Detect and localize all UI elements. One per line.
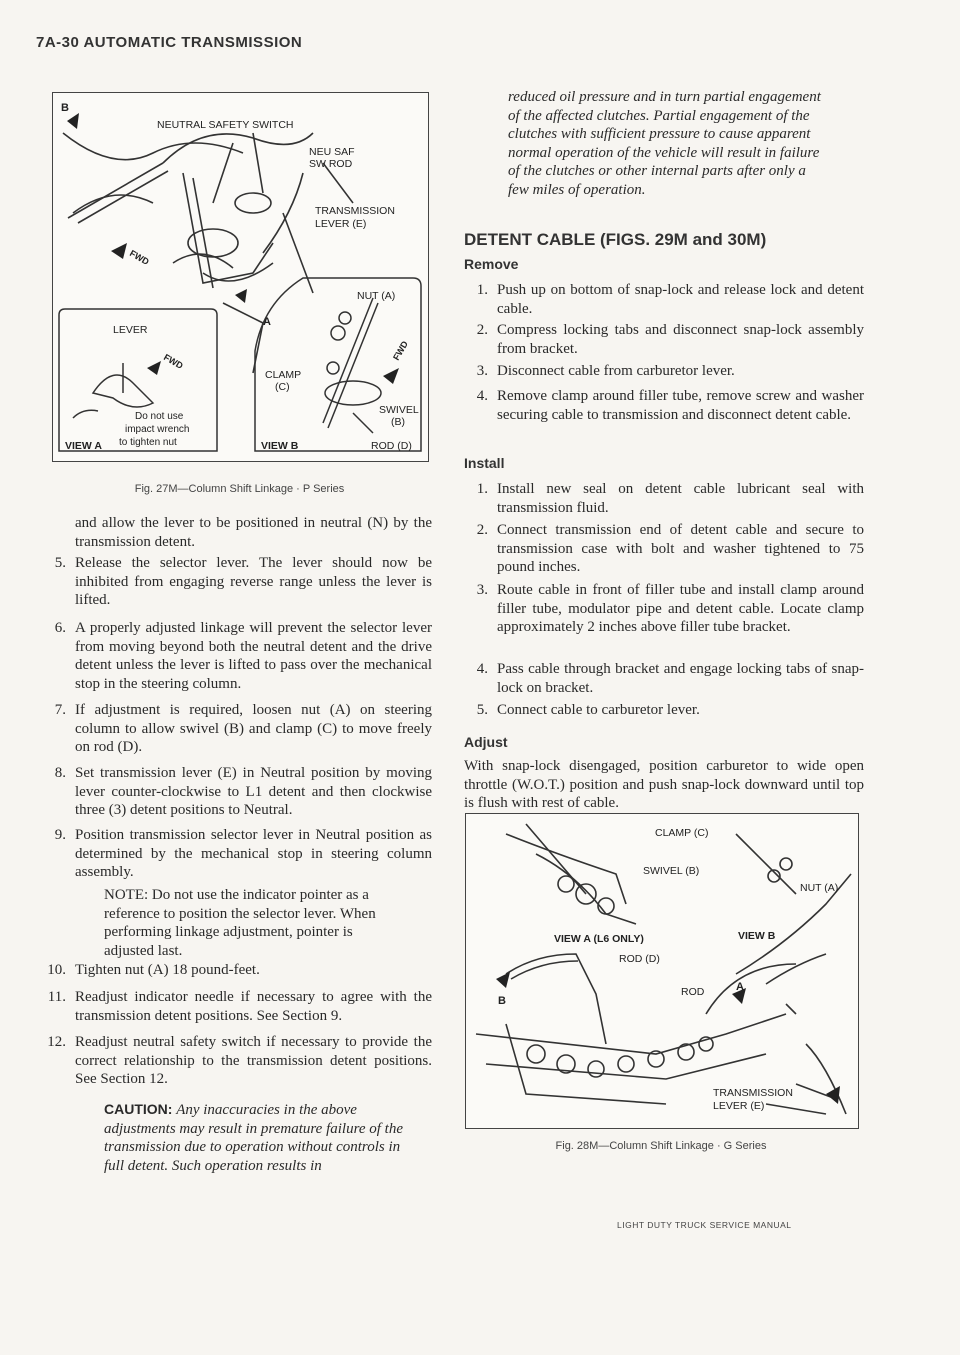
fig28-label-rod: ROD [681,986,705,998]
list-item-text: Push up on bottom of snap-lock and release lock and detent cable. [497,282,864,317]
note-paragraph [104,886,404,960]
continuation-paragraph [508,88,830,199]
fig27-label-lever: LEVER [113,324,148,336]
fig27-label-view-a: VIEW A [65,440,102,452]
list-item-number: 4. [476,661,488,677]
list-item-number: 2. [476,322,488,338]
fig27-label-c: (C) [275,381,290,393]
fig27-label-b: B [61,102,69,114]
list-item-text: If adjustment is required, loosen nut (A) on steering column to allow swivel (B) and clamp (C) to move freely on rod (D). [75,702,432,755]
list-item-number: 1. [476,481,488,497]
fig27-label-swivel: SWIVEL [379,404,419,416]
caution-label: CAUTION: [104,1101,173,1117]
list-item-text: Pass cable through bracket and engage locking tabs of snap-lock on bracket. [497,661,864,696]
list-item-number: 3. [476,582,488,598]
list-item-number: 8. [54,765,66,781]
adjust-text: With snap-lock disengaged, position carburetor to wide open throttle (W.O.T.) position and push snap-lock downward until top is flush with rest of cable. [464,758,864,811]
install-heading: Install [464,455,505,471]
list-item-number: 3. [476,363,488,379]
list-item-number: 2. [476,522,488,538]
fig27-label-rod-d: ROD (D) [371,440,412,452]
fig27-label-to-tighten-nut: to tighten nut [119,437,177,448]
fig28-label-rod-d: ROD (D) [619,953,660,965]
list-item-number: 5. [476,702,488,718]
fig27-label-fwd-2: FWD [162,352,185,371]
continuation-text: reduced oil pressure and in turn partial engagement of the affected clutches. Partial engagement of the clutches with sufficient pressure to cause apparent normal operation of the vehicle will result in failure of the clutches or other internal parts after only a few miles of operation. [508,89,821,198]
fig27-label-fwd-3: FWD [391,339,410,362]
fig27-label-a: A [263,316,271,328]
list-item-text: Connect transmission end of detent cable and secure to transmission case with bolt and washer tightened to 75 pound inches. [497,522,864,575]
fig27-label-fwd-1: FWD [128,248,151,267]
left-intro-paragraph [75,514,432,551]
list-item-text: Connect cable to carburetor lever. [497,702,700,718]
figure-28m [465,813,859,1129]
fig28-label-a: A [736,981,744,993]
list-item-number: 1. [476,282,488,298]
figure-28m-drawing [466,814,858,1128]
list-item-number: 6. [54,620,66,636]
fig27-label-nut-a: NUT (A) [357,290,396,302]
list-item-number: 4. [476,388,488,404]
page-header: 7A-30 AUTOMATIC TRANSMISSION [36,34,303,51]
caution-paragraph [104,1100,404,1175]
fig27-label-impact-wrench: impact wrench [125,424,190,435]
section-title: DETENT CABLE (FIGS. 29M and 30M) [464,230,767,249]
figure-27m-caption: Fig. 27M—Column Shift Linkage · P Series [134,483,345,495]
fig27-label-sw-rod: SW ROD [309,158,353,170]
list-item-text: Readjust neutral safety switch if necessary to provide the correct relationship to the transmission detent positions. See Section 12. [75,1034,432,1087]
list-item-text: Readjust indicator needle if necessary to agree with the transmission detent positions. See Section 9. [75,989,432,1024]
fig27-label-b2: (B) [391,416,405,428]
page-footer: LIGHT DUTY TRUCK SERVICE MANUAL [617,1220,792,1230]
fig27-label-lever-e: LEVER (E) [315,218,367,230]
caution-text: Any inaccuracies in the above adjustments may result in premature failure of the transmission due to operation without controls in full detent. Such operation results in [104,1102,403,1174]
list-item-text: Set transmission lever (E) in Neutral position by moving lever counter-clockwise to L1 detent and then clockwise three (3) detent positions to Neutral. [75,765,432,818]
list-item-text: Compress locking tabs and disconnect snap-lock assembly from bracket. [497,322,864,357]
figure-28m-caption: Fig. 28M—Column Shift Linkage · G Series [555,1140,767,1152]
fig28-label-transmission: TRANSMISSION [713,1087,793,1099]
fig28-label-view-a: VIEW A (L6 ONLY) [554,933,644,945]
figure-27m [52,92,429,462]
list-item-number: 12. [47,1034,66,1050]
fig28-label-view-b: VIEW B [738,930,776,942]
fig27-label-clamp: CLAMP [265,369,302,381]
list-item-text: Position transmission selector lever in Neutral position as determined by the mechanical stop in steering column assembly. [75,827,432,880]
list-item-text: Remove clamp around filler tube, remove screw and washer securing cable to transmission and disconnect detent cable. [497,388,864,423]
fig27-label-do-not-use: Do not use [135,411,184,422]
fig27-label-view-b: VIEW B [261,440,299,452]
figure-27m-drawing [53,93,428,461]
list-item-number: 9. [54,827,66,843]
fig28-label-lever-e: LEVER (E) [713,1100,765,1112]
list-item-text: Disconnect cable from carburetor lever. [497,363,735,379]
list-item-number: 5. [54,555,66,571]
adjust-heading: Adjust [464,734,508,750]
list-item-text: Tighten nut (A) 18 pound-feet. [75,962,260,978]
fig27-label-neutral-safety-switch: NEUTRAL SAFETY SWITCH [157,119,294,131]
list-item-text: Release the selector lever. The lever should now be inhibited from engaging reverse range unless the lever is lifted. [75,555,432,608]
list-item-text: Route cable in front of filler tube and install clamp around filler tube, modulator pipe and detent cable. Locate clamp approximately 2 inches above filler tube bracket. [497,582,864,635]
fig28-label-clamp-c: CLAMP (C) [655,827,709,839]
fig28-label-b: B [498,995,506,1007]
left-intro-text: and allow the lever to be positioned in neutral (N) by the transmission detent. [75,515,432,550]
list-item-number: 10. [47,962,66,978]
adjust-paragraph [464,757,864,813]
fig27-label-transmission: TRANSMISSION [315,205,395,217]
note-text: NOTE: Do not use the indicator pointer as a reference to position the selector lever. When performing linkage adjustment, pointer is adjusted last. [104,887,376,959]
fig27-label-neu-saf: NEU SAF [309,146,355,158]
fig28-label-swivel-b: SWIVEL (B) [643,865,700,877]
remove-heading: Remove [464,256,519,272]
fig28-label-nut-a: NUT (A) [800,882,839,894]
list-item-number: 11. [47,989,66,1005]
list-item-text: A properly adjusted linkage will prevent the selector lever from moving beyond both the neutral detent and the drive detent unless the lever is lifted to pass over the mechanical stop in the steering column. [75,620,432,692]
list-item-number: 7. [54,702,66,718]
list-item-text: Install new seal on detent cable lubricant seal with transmission fluid. [497,481,864,516]
